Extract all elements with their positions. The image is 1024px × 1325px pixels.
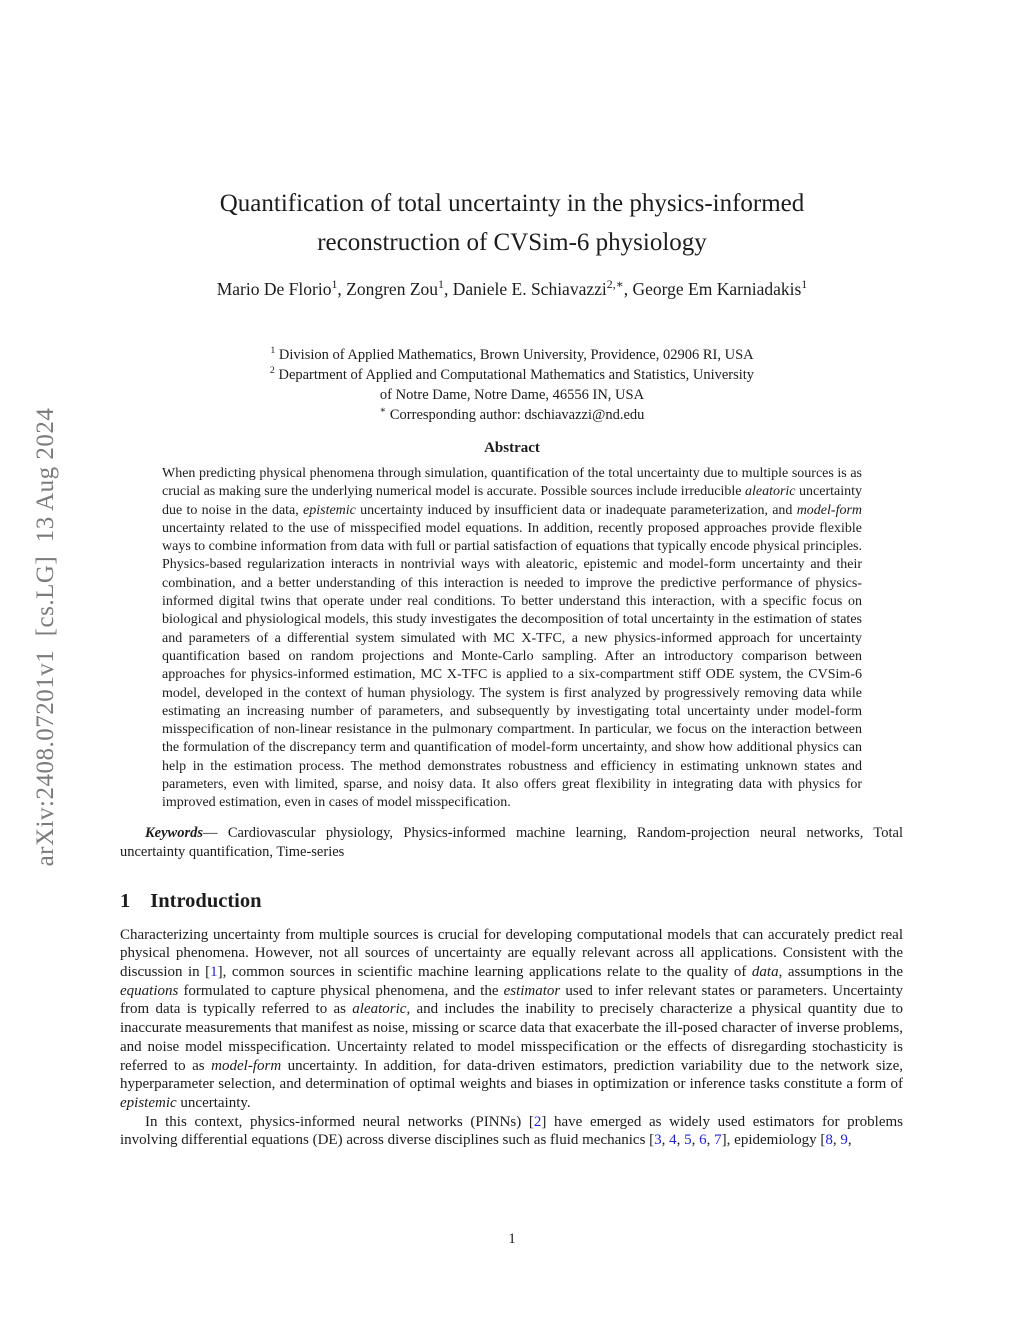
abstract-heading: Abstract [484, 440, 540, 456]
text-segment: — Cardiovascular physiology, Physics-informed machine learning, Random-projection neural networks, Total uncertainty quantification, Time-series [120, 824, 903, 860]
citation-link[interactable]: 7 [714, 1132, 722, 1149]
corresponding-author-line [0, 405, 1024, 425]
affiliation-line-2 [0, 365, 1024, 385]
text-segment: Mario De Florio [216, 279, 332, 299]
title-line-1: Quantification of total uncertainty in the physics-informed [219, 190, 805, 217]
text-segment: data [751, 964, 779, 981]
text-segment: , [676, 1132, 685, 1149]
text-segment: uncertainty related to the use of misspecified model equations. In addition, recently proposed approaches provide flexible ways to combine information from data with full or partial satisfaction of equations that typically encode physical principles. Physics-based regularization interacts in nontrivial ways with aleatoric, epistemic and model-form uncertainty and their combination, and a better understanding of this interaction is needed to improve the predictive performance of physics-informed digital twins that operate under real conditions. To better understand this interaction, with a specific focus on biological and physiological models, this study investigates the decomposition of total uncertainty in the estimation of states and parameters of a differential system simulated with MC X-TFC, a new physics-informed approach for uncertainty quantification based on random projections and Monte-Carlo sampling. After an introductory comparison between approaches for physics-informed estimation, MC X-TFC is applied to a six-compartment stiff ODE system, the CVSim-6 model, developed in the context of human physiology. The system is first analyzed by progressively removing data while estimating an increasing number of parameters, and subsequently by investigating total uncertainty under model-form misspecification of non-linear resistance in the pulmonary compartment. In particular, we focus on the interaction between the formulation of the discrepancy term and quantification of model-form uncertainty, and show how additional physics can help in the estimation process. The method demonstrates robustness and efficiency in estimating unknown states and parameters, even with limited, sparse, and noisy data. It also offers great flexibility in integrating data with physics for improved estimation, even in cases of model misspecification. [162, 520, 862, 811]
citation-link[interactable]: 3 [654, 1132, 662, 1149]
text-segment: used to infer relevant states or parameters. Uncertainty from data is typically referred to as [120, 982, 903, 1018]
superscript-marker: ∗ [379, 405, 387, 417]
keywords-line [120, 824, 903, 862]
text-segment: estimator [503, 982, 561, 999]
text-segment: , [706, 1132, 715, 1149]
citation-link[interactable]: 4 [669, 1132, 677, 1149]
section-title: Introduction [150, 889, 262, 912]
citation-link[interactable]: 8 [825, 1132, 833, 1149]
text-segment: When predicting physical phenomena through simulation, quantification of the total uncertainty due to multiple sources is as crucial as making sure the underlying numerical model is accurate. Possible sources include irreducible [162, 466, 862, 500]
superscript-marker: 1 [331, 277, 338, 292]
text-segment: ], epidemiology [ [721, 1132, 826, 1149]
citation-link[interactable]: 5 [684, 1132, 692, 1149]
text-segment: ], common sources in scientific machine learning applications relate to the quality of [217, 964, 752, 981]
text-segment: , [691, 1132, 700, 1149]
text-segment: uncertainty due to noise in the data, [162, 484, 863, 518]
text-segment: epistemic [303, 502, 356, 518]
text-segment: Keywords [145, 824, 203, 841]
affiliation-line-3 [0, 385, 1024, 405]
paper-title [0, 184, 1024, 262]
text-segment: , [847, 1132, 852, 1149]
affiliations-block [0, 345, 1024, 425]
text-segment: Division of Applied Mathematics, Brown University, Providence, 02906 RI, USA [275, 347, 754, 363]
intro-paragraph-2 [120, 1113, 903, 1150]
text-segment: , [661, 1132, 670, 1149]
text-segment: model-form [211, 1057, 282, 1074]
page-number: 1 [508, 1231, 516, 1247]
title-line-2: reconstruction of CVSim-6 physiology [317, 229, 707, 256]
text-segment: epistemic [120, 1094, 177, 1111]
section-heading-introduction [120, 890, 1024, 913]
text-segment: , Daniele E. Schiavazzi [443, 279, 607, 299]
text-segment: of Notre Dame, Notre Dame, 46556 IN, USA [379, 387, 645, 403]
text-segment: , and includes the inability to precisely characterize a physical quantity due to inaccurate measurements that manifest as noise, missing or scarce data that exacerbate the ill-posed character of inverse problems, and noise model misspecification. Uncertainty related to model misspecification or the effects of disregarding stochasticity is referred to as [120, 1001, 903, 1074]
section-number: 1 [120, 889, 131, 912]
affiliation-line-1 [0, 345, 1024, 365]
citation-link[interactable]: 2 [533, 1113, 542, 1130]
superscript-marker: 1 [438, 277, 444, 292]
citation-link[interactable]: 1 [210, 964, 218, 981]
superscript-marker: 2,∗ [606, 277, 624, 292]
text-segment: Corresponding author: dschiavazzi@nd.edu [386, 407, 645, 423]
text-segment: equations [120, 982, 179, 999]
text-segment: , [832, 1132, 841, 1149]
citation-link[interactable]: 9 [840, 1132, 848, 1149]
intro-paragraph-1 [120, 926, 903, 1113]
text-segment: formulated to capture physical phenomena, and the [178, 982, 504, 999]
superscript-marker: 2 [269, 365, 275, 377]
superscript-marker: 1 [270, 345, 276, 357]
text-segment: ] have emerged as widely used estimators for problems involving differential equations (DE) across diverse disciplines such as fluid mechanics [ [120, 1113, 904, 1149]
text-segment: , George Em Karniadakis [623, 279, 802, 299]
text-segment: , Zongren Zou [337, 279, 439, 299]
text-segment: aleatoric [352, 1001, 407, 1018]
abstract-text [162, 465, 862, 813]
citation-link[interactable]: 6 [699, 1132, 707, 1149]
arxiv-watermark: arXiv:2408.07201v1 [cs.LG] 13 Aug 2024 [32, 407, 59, 867]
text-segment: uncertainty induced by insufficient data or inadequate parameterization, and [355, 502, 797, 518]
text-segment: , assumptions in the [778, 964, 903, 981]
text-segment: aleatoric [744, 484, 796, 500]
text-segment: model-form [796, 502, 863, 518]
text-segment: uncertainty. In addition, for data-driven estimators, prediction variability due to the network size, hyperparameter selection, and determination of optimal weights and biases in optimization or inference tasks constitute a form of [120, 1057, 903, 1093]
text-segment: In this context, physics-informed neural networks (PINNs) [ [145, 1113, 534, 1130]
text-segment: Department of Applied and Computational Mathematics and Statistics, University [274, 367, 755, 383]
text-segment: Characterizing uncertainty from multiple sources is crucial for developing computational models that can accurately predict real physical phenomena. However, not all sources of uncertainty are equally relevant across all applications. Consistent with the discussion in [ [120, 926, 903, 981]
author-list [0, 279, 1024, 300]
text-segment: uncertainty. [176, 1094, 251, 1111]
superscript-marker: 1 [801, 277, 808, 292]
